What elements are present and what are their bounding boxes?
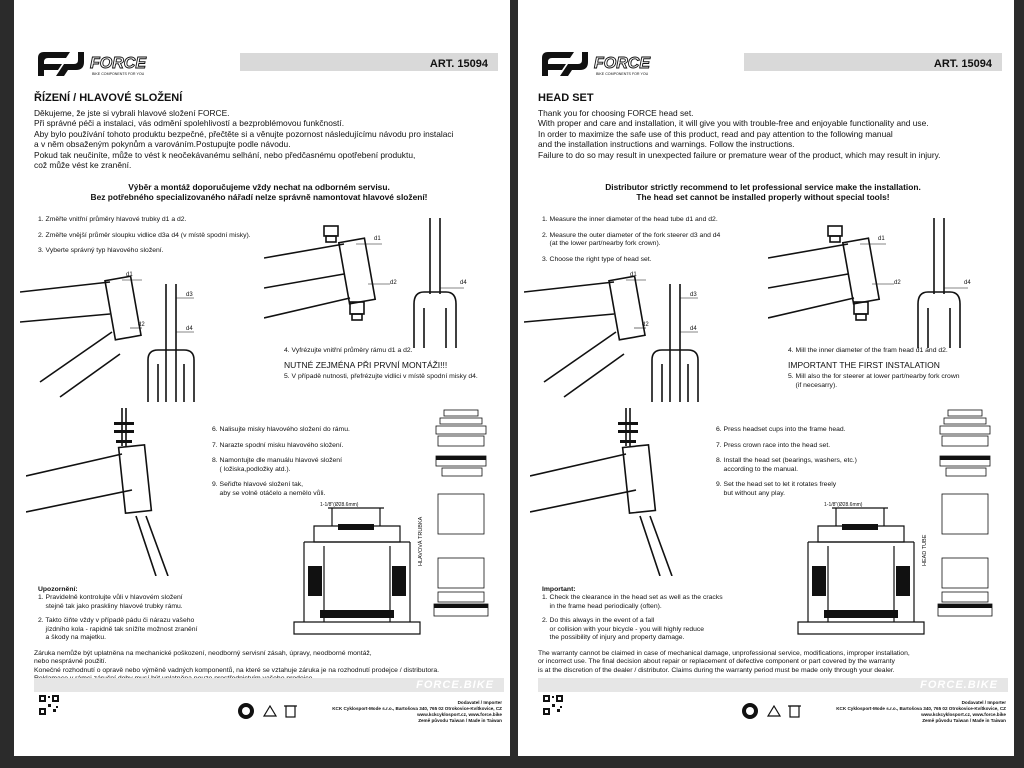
label-d2: d2 [642, 322, 649, 328]
intro-line: Při správné péči a instalaci, vás odmění spolehlivostí a bezproblémovou funkčností. [34, 118, 345, 129]
step-item: 5. Mill also the for steerer at lower part/nearby fork crown (if necesarry). [788, 373, 960, 389]
logo-tagline: BIKE COMPONENTS FOR YOU [596, 72, 649, 76]
force-logo [34, 48, 194, 80]
importer-line: Země původu Taiwan / Made in Taiwan [922, 718, 1006, 723]
intro-line: a v něm obsaženým pokynům a varováním.Postupujte podle návodu. [34, 139, 291, 150]
logo-wordmark: FORCE [594, 55, 650, 72]
service-recommendation [538, 182, 988, 202]
warning-box [542, 586, 772, 648]
label-d3: d3 [690, 292, 697, 298]
warranty-line: The warranty cannot be claimed in case of mechanical damage, unprofessional service, modifications, improper installation, [538, 650, 910, 657]
frame-milling-diagram [768, 218, 1014, 348]
label-d2: d2 [138, 322, 145, 328]
headset-press-diagram [26, 406, 216, 576]
intro-text [538, 108, 1008, 160]
warranty-line: Záruka nemůže být uplatněna na mechanické poškození, neodborný servisní zásah, úpravy, neodborné montáž, [34, 650, 372, 657]
qr-code-icon[interactable] [542, 694, 564, 716]
intro-line: Thank you for choosing FORCE head set. [538, 108, 694, 118]
frame-measure-diagram [524, 262, 714, 402]
page-title: ŘÍZENÍ / HLAVOVÉ SLOŽENÍ [34, 92, 183, 104]
step-item: 1. Změřte vnitřní průměry hlavové trubky d1 a d2. [38, 216, 187, 223]
warranty-line: is at the discretion of the dealer / distributor. Claims during the warranty period must be made only through your dealer. [538, 666, 895, 674]
service-recommendation [34, 182, 484, 202]
importer-line: KCK Cyklosport-Mode s.r.o., Bartošova 340, 765 02 Otrokovice-Kvítkovice, CZ [332, 706, 502, 711]
footer-bar [538, 678, 1008, 692]
warranty-line: or incorrect use. The final decision about repair or replacement of defective component or part covered by the warranty [538, 658, 895, 666]
step-item: 8. Install the head set (bearings, washers, etc.) according to the manual. [716, 457, 857, 473]
article-number: ART. 15094 [429, 58, 488, 70]
footer-brand: FORCE.BIKE [920, 679, 998, 691]
milling-steps [788, 347, 1014, 390]
label-d1: d1 [630, 272, 637, 278]
logo-tagline: BIKE COMPONENTS FOR YOU [92, 72, 145, 76]
step-item: 9. Set the head set to let it rotates freely but without any play. [716, 481, 837, 497]
article-bar [240, 53, 498, 71]
step-item: 9. Seřiďte hlavové složení tak, aby se volně otáčelo a nemělo vůli. [212, 481, 326, 497]
label-d1: d1 [374, 236, 381, 242]
importer-line: Dodavatel / Importer [961, 700, 1006, 705]
warning-item: 1. Check the clearance in the head set as well as the cracks in the frame head periodically (often). [542, 594, 723, 610]
important-note: IMPORTANT THE FIRST INSTALATION [788, 359, 940, 370]
warning-title: Important: [542, 586, 576, 593]
headset-cutaway-diagram [788, 502, 938, 642]
step-item: 3. Vyberte správný typ hlavového složení. [38, 247, 164, 255]
recommend-line: Distributor strictly recommend to let professional service make the installation. [605, 182, 921, 192]
article-bar [744, 53, 1002, 71]
step-item: 6. Press headset cups into the frame head. [716, 426, 846, 433]
intro-text [34, 108, 504, 170]
important-note: NUTNÉ ZEJMÉNA PŘI PRVNÍ MONTÁŽI!!! [284, 359, 448, 370]
warranty-line: Konečné rozhodnutí o opravě nebo výměně vadných komponentů, na které se vztahuje záruka je na rozhodnutí prodejce / distributora. [34, 666, 440, 674]
label-d4: d4 [460, 280, 467, 286]
importer-line: Dodavatel / Importer [457, 700, 502, 705]
step-item: 7. Press crown race into the head set. [716, 441, 831, 449]
recycling-icons [236, 700, 316, 722]
recommend-line: Výběr a montáž doporučujeme vždy nechat na odborném servisu. [128, 182, 390, 192]
intro-line: Děkujeme, že jste si vybrali hlavové složení FORCE. [34, 108, 230, 118]
footer-brand: FORCE.BIKE [416, 679, 494, 691]
warranty-line: nebo nesprávné použití. [34, 658, 107, 666]
step-item: 4. Mill the inner diameter of the fram head d1 and d2. [788, 347, 948, 354]
page-header [34, 48, 504, 78]
warning-item: 2. Takto čiňte vždy v případě pádu či nárazu vašeho jízdního kola - rapidně tak snížíte možnost zranění a škody na majetku. [38, 617, 198, 642]
frame-milling-diagram [264, 218, 510, 348]
head-tube-label: HEAD TUBE [922, 534, 928, 566]
frame-measure-diagram [20, 262, 210, 402]
manual-page-czech [14, 0, 510, 756]
step-item: 2. Measure the outer diameter of the fork steerer d3 and d4 (at the lower part/nearby fork crown). [542, 231, 721, 248]
warranty-text [538, 650, 1008, 675]
install-steps [212, 426, 402, 506]
intro-line: což může vést ke zranění. [34, 160, 132, 171]
step-item: 7. Narazte spodní misku hlavového složení. [212, 441, 344, 449]
head-tube-label: HLAVOVÁ TRUBKA [418, 516, 424, 566]
label-d4: d4 [690, 326, 697, 332]
label-d2: d2 [390, 280, 397, 286]
label-d1: d1 [126, 272, 133, 278]
recommend-line: The head set cannot be installed properly without special tools! [636, 192, 890, 202]
footer-bar [34, 678, 504, 692]
step-item: 4. Vyfrézujte vnitřní průměry rámu d1 a d2. [284, 347, 413, 354]
warning-title: Upozornění: [38, 586, 78, 593]
label-d3: d3 [186, 292, 193, 298]
step-item: 6. Nalisujte misky hlavového složení do rámu. [212, 426, 350, 433]
qr-code-icon[interactable] [38, 694, 60, 716]
step-item: 3. Choose the right type of head set. [542, 255, 652, 263]
manual-page-english [518, 0, 1014, 756]
importer-line: Země původu Taiwan / Made in Taiwan [418, 718, 502, 723]
intro-line: Aby bylo používání tohoto produktu bezpečné, přečtěte si a věnujte pozornost následujícímu návodu pro instalaci [34, 128, 454, 139]
importer-line: www.kckcyklosport.cz, www.force.bike [921, 712, 1006, 717]
label-d2: d2 [894, 280, 901, 286]
page-title: HEAD SET [538, 92, 594, 104]
step-item: 1. Measure the inner diameter of the head tube d1 and d2. [542, 216, 718, 223]
label-d4: d4 [186, 326, 193, 332]
importer-info [826, 700, 1006, 724]
step-item: 2. Změřte vnější průměr sloupku vidlice d3a d4 (v místě spodní misky). [38, 231, 251, 239]
force-logo [538, 48, 698, 80]
warning-item: 1. Pravidelně kontrolujte vůli v hlavovém složení stejně tak jako praskliny hlavové trubky rámu. [38, 594, 183, 610]
importer-info [322, 700, 502, 724]
importer-line: KCK Cyklosport-Mode s.r.o., Bartošova 340, 765 02 Otrokovice-Kvítkovice, CZ [836, 706, 1006, 711]
headset-press-diagram [530, 406, 720, 576]
article-number: ART. 15094 [933, 58, 992, 70]
headset-cutaway-diagram [284, 502, 434, 642]
label-d4: d4 [964, 280, 971, 286]
intro-line: With proper and care and installation, it will give you with trouble-free and enjoyable functionality and use. [538, 118, 929, 129]
label-d1: d1 [878, 236, 885, 242]
recommend-line: Bez potřebného specializovaného nářadí nelze správně namontovat hlavové složení! [90, 192, 428, 202]
dim-label: 1-1/8"(Ø28.6mm) [320, 502, 359, 508]
warning-box [38, 586, 268, 648]
step-item: 8. Namontujte dle manuálu hlavové složení ( ložiska,podložky atd.). [212, 457, 342, 473]
warning-item: 2. Do this always in the event of a fall or collision with your bicycle - you will highly reduce the possibility of injury and property damage. [542, 617, 705, 642]
intro-line: Pokud tak neučiníte, může to vést k neočekávanému selhání, nebo předčasnému opotřebení produktu, [34, 149, 416, 160]
intro-line: Failure to do so may result in unexpected failure or premature wear of the product, which may result in injury. [538, 149, 941, 160]
logo-wordmark: FORCE [90, 55, 146, 72]
intro-line: and the installation instructions and warnings. Follow the instructions. [538, 139, 795, 150]
install-steps [716, 426, 906, 506]
step-item: 5. V případě nutnosti, přefrézujte vidlici v místě spodní misky d4. [284, 373, 478, 381]
importer-line: www.kckcyklosport.cz, www.force.bike [417, 712, 502, 717]
milling-steps [284, 347, 510, 382]
recycling-icons [740, 700, 820, 722]
dim-label: 1-1/8"(Ø28.6mm) [824, 502, 863, 508]
intro-line: In order to maximize the safe use of this product, read and pay attention to the following manual [538, 128, 893, 139]
page-header [538, 48, 1008, 78]
